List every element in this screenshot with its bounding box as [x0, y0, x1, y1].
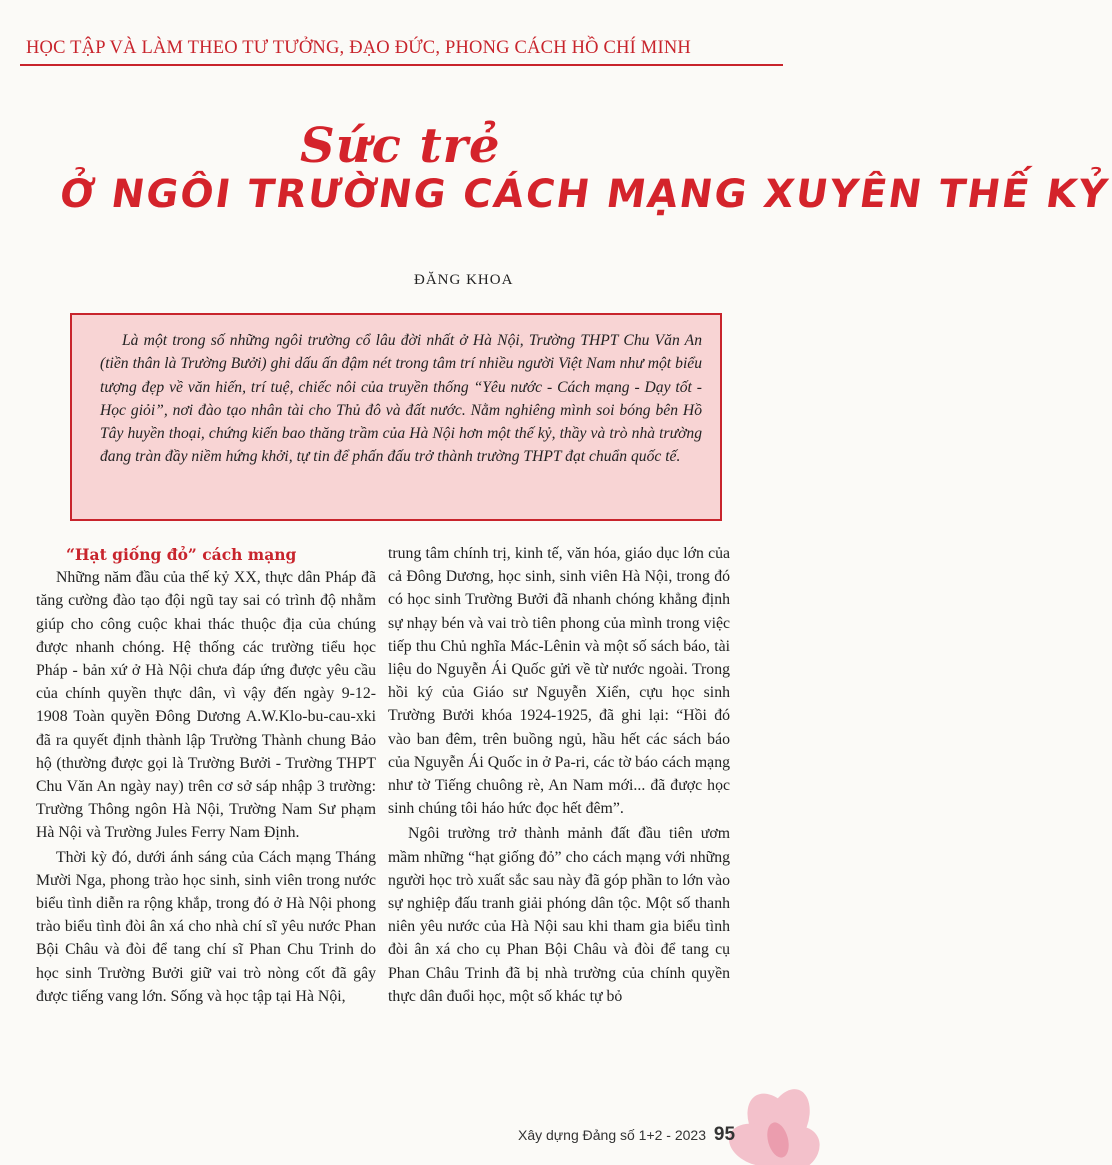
paragraph: trung tâm chính trị, kinh tế, văn hóa, giáo dục lớn của cả Đông Dương, học sinh, sinh viên Hà Nội, trong đó có học sinh Trường Bưởi đã nhanh chóng khẳng định sự nhạy bén và vai trò tiên phong của mình trong việc tiếp thu Chủ nghĩa Mác-Lênin và một số sách báo, tài liệu do Nguyễn Ái Quốc gửi về từ nước ngoài. Trong hồi ký của Giáo sư Nguyễn Xiển, cựu học sinh Trường Bưởi khóa 1924-1925, đã ghi lại: “Hồi đó vào ban đêm, trên buồng ngủ, hầu hết các sách báo của Nguyễn Ái Quốc in ở Pa-ri, các tờ báo cách mạng như tờ Tiếng chuông rè, An Nam mới... đã được học sinh chúng tôi háo hức đọc hết đêm”.	[388, 545, 730, 818]
paragraph: Thời kỳ đó, dưới ánh sáng của Cách mạng Tháng Mười Nga, phong trào học sinh, sinh viên trong nước biểu tình diễn ra rộng khắp, trong đó ở Hà Nội phong trào biểu tình đòi ân xá cho nhà chí sĩ yêu nước Phan Bội Châu và đòi để tang chí sĩ Phan Chu Trinh do học sinh Trường Bưởi giữ vai trò nòng cốt đã gây được tiếng vang lớn. Sống và học tập tại Hà Nội,	[36, 848, 376, 1005]
publication-name: Xây dựng Đảng số 1+2 - 2023	[518, 1127, 707, 1143]
page-footer	[518, 1124, 735, 1146]
header-divider	[20, 64, 783, 66]
article-lead: Là một trong số những ngôi trường cổ lâu đời nhất ở Hà Nội, Trường THPT Chu Văn An (tiền thân là Trường Bưởi) ghi dấu ấn đậm nét trong tâm trí nhiều người Việt Nam như một biểu tượng đẹp về văn hiến, trí tuệ, chiếc nôi của truyền thống “Yêu nước - Cách mạng - Dạy tốt - Học giỏi”, nơi đào tạo nhân tài cho Thủ đô và đất nước. Nằm nghiêng mình soi bóng bên Hồ Tây huyền thoại, chứng kiến bao thăng trầm của Hà Nội hơn một thế kỷ, thầy và trò nhà trường đang tràn đầy niềm hứng khởi, tự tin để phấn đấu trở thành trường THPT đạt chuẩn quốc tế.	[70, 313, 722, 521]
page-number: 95	[713, 1124, 736, 1145]
article-author: ĐĂNG KHOA	[414, 272, 514, 288]
lotus-decoration-icon	[693, 1045, 803, 1165]
left-column	[36, 543, 376, 1008]
paragraph: Những năm đầu của thế kỷ XX, thực dân Pháp đã tăng cường đào tạo đội ngũ tay sai có trình độ nhằm giúp cho công cuộc khai thác thuộc địa của chúng được nhanh chóng. Hệ thống các trường tiểu học Pháp - bản xứ ở Hà Nội chưa đáp ứng được yêu cầu của chính quyền thực dân, vì vậy đến ngày 9-12-1908 Toàn quyền Đông Dương A.W.Klo-bu-cau-xki đã ra quyết định thành lập Trường Thành chung Bảo hộ (thường được gọi là Trường Bưởi - Trường THPT Chu Văn An ngày nay) trên cơ sở sáp nhập 3 trường: Trường Thông ngôn Hà Nội, Trường Nam Sư phạm Hà Nội và Trường Jules Ferry Nam Định.	[36, 569, 376, 842]
paragraph: Ngôi trường trở thành mảnh đất đầu tiên ươm mầm những “hạt giống đỏ” cho cách mạng với những người học trò xuất sắc sau này đã góp phần to lớn vào sự nghiệp đấu tranh giải phóng dân tộc. Một số thanh niên yêu nước của Hà Nội sau khi tham gia biểu tình đòi ân xá cho cụ Phan Bội Châu và đòi để tang cụ Phan Châu Trinh đã bị nhà trường của chính quyền thực dân đuổi học, một số khác tự bỏ	[388, 825, 730, 1005]
section-header: HỌC TẬP VÀ LÀM THEO TƯ TƯỞNG, ĐẠO ĐỨC, PHONG CÁCH HỒ CHÍ MINH	[26, 38, 691, 58]
right-column	[388, 542, 730, 1008]
article-title: Ở NGÔI TRƯỜNG CÁCH MẠNG XUYÊN THẾ KỶ	[56, 172, 1112, 217]
article-title-script: Sức trẻ	[300, 118, 501, 174]
section-subheading: “Hạt giống đỏ” cách mạng	[66, 545, 297, 564]
